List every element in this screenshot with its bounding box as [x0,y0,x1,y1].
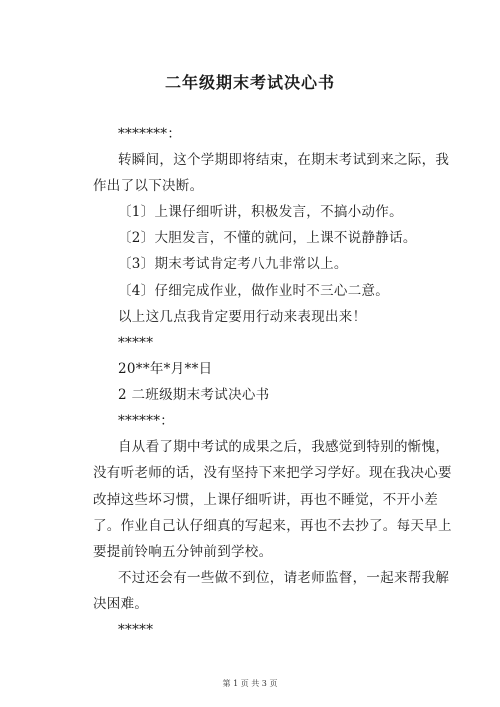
second-letter-title: 2 二班级期末考试决心书 [118,387,270,403]
paragraph-line: 决困难。 [93,596,149,612]
page-number: 第 1 页 共 3 页 [222,679,278,688]
second-signature: ***** [118,622,154,638]
paragraph-line: 没有听老师的话，没有坚持下来把学习学好。现在我决心要 [93,465,452,481]
salutation: *******： [118,126,182,142]
second-salutation: ******： [118,413,175,429]
closing-line: 以上这几点我肯定要用行动来表现出来！ [118,309,367,325]
paragraph-line: 自从看了期中考试的成果之后，我感觉到特别的惭愧， [118,439,450,455]
resolution-item-2: 〔2〕大胆发言，不懂的就问，上课不说静静话。 [118,230,417,246]
document-title: 二年级期末考试决心书 [164,73,335,92]
paragraph-line: 要提前铃响五分钟前到学校。 [93,544,273,560]
paragraph-line: 不过还会有一些做不到位，请老师监督，一起来帮我解 [118,570,450,586]
intro-line-1: 转瞬间，这个学期即将结束，在期末考试到来之际，我 [118,152,450,168]
intro-line-2: 作出了以下决断。 [93,178,204,194]
date: 20**年*月**日 [118,361,213,377]
resolution-item-3: 〔3〕期末考试肯定考八九非常以上。 [118,256,348,272]
resolution-item-4: 〔4〕仔细完成作业，做作业时不三心二意。 [118,283,390,299]
resolution-item-1: 〔1〕上课仔细听讲，积极发言，不搞小动作。 [118,204,403,220]
paragraph-line: 了。作业自己认仔细真的写起来，再也不去抄了。每天早上 [93,518,452,534]
signature: ***** [118,335,154,351]
paragraph-line: 改掉这些坏习惯，上课仔细听讲，再也不睡觉，不开小差 [93,492,438,508]
